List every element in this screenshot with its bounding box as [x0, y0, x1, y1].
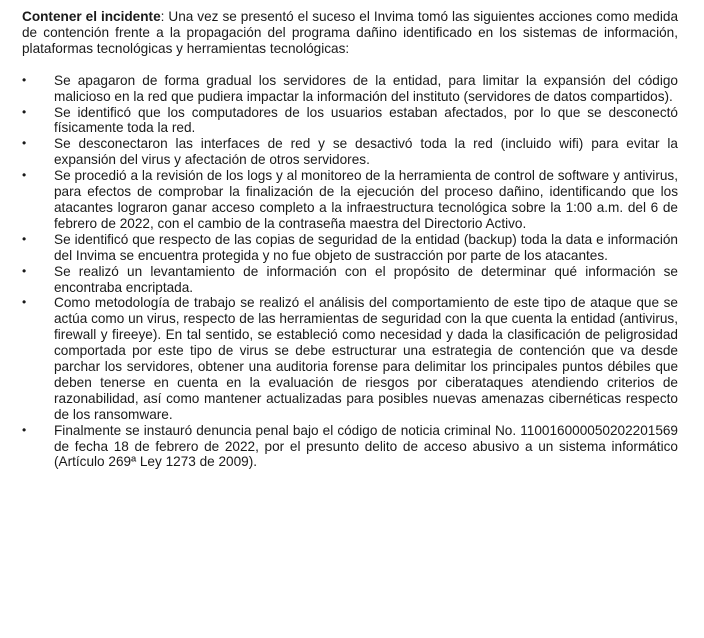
bullet-icon: •: [22, 72, 27, 87]
list-item: [22, 264, 678, 296]
list-item: [22, 73, 678, 105]
list-item: [22, 423, 678, 471]
intro-text: : Una vez se presentó el suceso el Invima tomó las siguientes acciones como medida de contención frente a la propagación del programa dañino identificado en los sistemas de información, plataformas tecnológicas y herramientas tecnológicas:: [22, 9, 679, 56]
intro-heading: Contener el incidente: [22, 9, 161, 24]
list-item-text: Se desconectaron las interfaces de red y se desactivó toda la red (incluido wifi) para evitar la expansión del virus y afectación de otros servidores.: [54, 136, 678, 168]
containment-actions-list: [22, 73, 678, 471]
list-item-text: Se procedió a la revisión de los logs y al monitoreo de la herramienta de control de software y antivirus, para efectos de comprobar la finalización de la ejecución del proceso dañino, identificando que los atacantes lograron ganar acceso completo a la infraestructura tecnológica sobre la 1:00 a.m. del 6 de febrero de 2022, con el cambio de la contraseña maestra del Directorio Activo.: [54, 168, 678, 231]
list-item-text: Se realizó un levantamiento de información con el propósito de determinar qué información se encontraba encriptada.: [54, 263, 678, 295]
bullet-icon: •: [22, 231, 27, 246]
bullet-icon: •: [22, 263, 27, 278]
list-item: [22, 168, 678, 232]
list-item: [22, 136, 678, 168]
bullet-icon: •: [22, 295, 27, 310]
list-item-text: Como metodología de trabajo se realizó el análisis del comportamiento de este tipo de ataque que se actúa como un virus, respecto de las herramientas de seguridad con la que cuenta la entidad (antivirus, firewall y fireeye). En tal sentido, se estableció como necesidad y dada la clasificación de peligrosidad comportada por este tipo de virus se debe estructurar una estrategia de contención que va desde parchar los servidores, obtener una auditoria forense para delimitar los principales puntos débiles que deben tenerse en cuenta en la evaluación de riesgos por ciberataques atendiendo criterios de razonabilidad, así como mantener actualizadas para posibles nuevas amenazas cibernéticas respecto de los ransomware.: [54, 295, 678, 422]
bullet-icon: •: [22, 104, 27, 119]
bullet-icon: •: [22, 168, 27, 183]
list-item: [22, 232, 678, 264]
list-item: [22, 105, 678, 137]
list-item-text: Se identificó que los computadores de los usuarios estaban afectados, por lo que se desconectó físicamente toda la red.: [54, 104, 678, 136]
list-item-text: Finalmente se instauró denuncia penal bajo el código de noticia criminal No. 110016000050202201569 de fecha 18 de febrero de 2022, por el presunto delito de acceso abusivo a un sistema informático (Artículo 269ª Ley 1273 de 2009).: [54, 422, 678, 470]
list-item-text: Se apagaron de forma gradual los servidores de la entidad, para limitar la expansión del código malicioso en la red que pudiera impactar la información del instituto (servidores de datos compartidos).: [54, 72, 678, 104]
bullet-icon: •: [22, 136, 27, 151]
intro-paragraph: [22, 9, 678, 57]
list-item-text: Se identificó que respecto de las copias de seguridad de la entidad (backup) toda la data e información del Invima se encuentra protegida y no fue objeto de sustracción por parte de los atacantes.: [54, 231, 678, 263]
list-item: [22, 295, 678, 422]
bullet-icon: •: [22, 422, 27, 437]
